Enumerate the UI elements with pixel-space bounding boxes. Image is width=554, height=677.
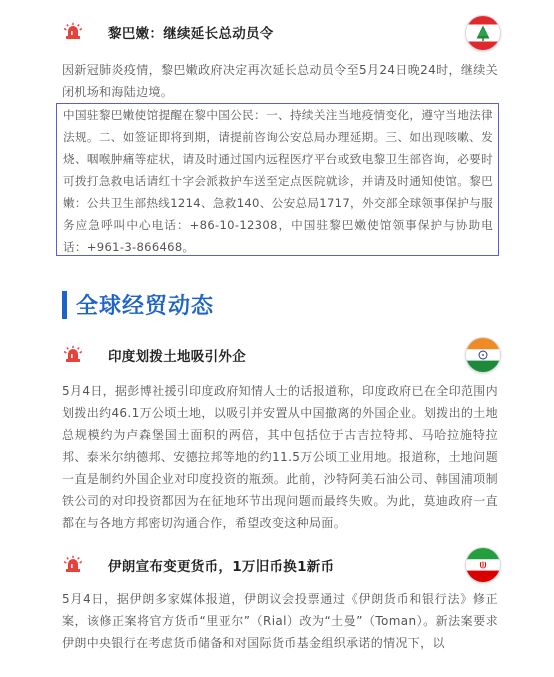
embassy-notice-box — [56, 103, 499, 256]
alarm-siren-icon — [63, 555, 83, 573]
iran-news-body: 5月4日，据伊朗多家媒体报道，伊朗议会投票通过《伊朗货币和银行法》修正案，该修正案将官方货币“里亚尔”（Rial）改为“土曼”（Toman）。新法案要求伊朗中央银行在考虑货币储备和对国际货币基金组织承诺的情况下，以 — [62, 592, 498, 650]
iran-flag-icon — [466, 548, 500, 582]
section-accent-bar — [62, 291, 67, 319]
embassy-notice-text: 中国驻黎巴嫩使馆提醒在黎中国公民：一、持续关注当地疫情变化，遵守当地法律法规。二、如签证即将到期，请提前咨询公安总局办理延期。三、如出现咳嗽、发烧、咽喉肿痛等症状，请及时通过国内远程医疗平台或致电黎卫生部咨询，必要时可拨打急救电话请红十字会派救护车送至定点医院就诊，并请及时通知使馆。黎巴嫩：公共卫生部热线1214、急救140、公安总局1717，外交部全球领事保护与服务应急呼叫中心电话：+86-10-12308，中国驻黎巴嫩使馆领事保护与协助电话：+961-3-866468。 — [63, 108, 493, 254]
alarm-siren-icon — [63, 345, 83, 363]
india-flag-icon — [466, 338, 500, 372]
news-header-lebanon — [0, 12, 554, 52]
news-title-iran: 伊朗宣布变更货币，1万旧币换1新币 — [108, 559, 335, 575]
lebanon-flag-icon — [466, 16, 500, 50]
news-header-india — [0, 335, 554, 375]
news-header-iran — [0, 545, 554, 585]
lebanon-news-body: 因新冠肺炎疫情，黎巴嫩政府决定再次延长总动员令至5月24日晚24时，继续关闭机场和海陆边境。 — [62, 63, 498, 99]
news-title-lebanon: 黎巴嫩：继续延长总动员令 — [108, 26, 274, 42]
section-title: 全球经贸动态 — [76, 294, 215, 319]
india-news-body: 5月4日，据彭博社援引印度政府知情人士的话报道称，印度政府已在全印范围内划拨出约46.1万公顷土地，以吸引并安置从中国撤离的外国企业。划拨出的土地总规模约为卢森堡国土面积的两倍，其中包括位于古吉拉特邦、马哈拉施特拉邦、泰米尔纳德邦、安德拉邦等地的约11.5万公顷工业用地。报道称，土地问题一直是制约外国企业对印度投资的瓶颈。此前，沙特阿美石油公司、韩国浦项制铁公司的对印投资都因为在征地环节出现问题而最终失败。为此，莫迪政府一直都在与各地方邦密切沟通合作，希望改变这种局面。 — [62, 384, 498, 530]
news-title-india: 印度划拨土地吸引外企 — [108, 349, 246, 365]
alarm-siren-icon — [63, 22, 83, 40]
